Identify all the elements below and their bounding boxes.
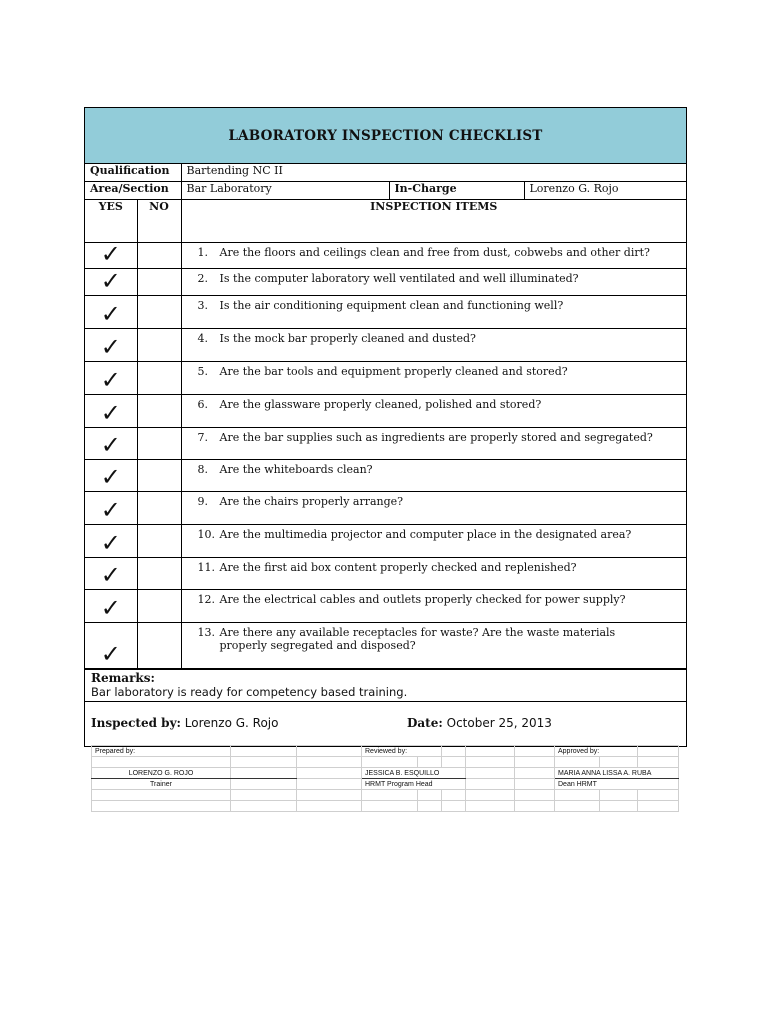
item-row — [85, 243, 686, 269]
item-text: Are the glassware properly cleaned, polished and stored? — [219, 398, 542, 411]
item-number: 3. — [197, 299, 208, 312]
checklist-title: LABORATORY INSPECTION CHECKLIST — [85, 108, 686, 164]
item-text: Are the chairs properly arrange? — [219, 495, 404, 508]
checkmark-icon: ✓ — [100, 240, 121, 268]
item-text: Is the air conditioning equipment clean and functioning well? — [219, 299, 564, 312]
area-label: Area/Section — [85, 182, 181, 200]
item-number: 11. — [197, 561, 215, 574]
no-cell[interactable] — [137, 525, 181, 558]
items-header: INSPECTION ITEMS — [181, 200, 686, 243]
item-text: Are the electrical cables and outlets properly checked for power supply? — [219, 593, 626, 606]
no-cell[interactable] — [137, 329, 181, 362]
area-value: Bar Laboratory — [181, 182, 389, 200]
date-label: Date: — [407, 716, 443, 730]
checkmark-icon: ✓ — [100, 463, 121, 491]
inspection-item — [181, 269, 686, 296]
inspection-item — [181, 460, 686, 492]
reviewed-by-label: Reviewed by: — [362, 746, 442, 757]
inspection-item — [181, 590, 686, 623]
item-row — [85, 492, 686, 525]
approved-name: MARIA ANNA LISSA A. RUBA — [555, 768, 679, 779]
checkmark-icon: ✓ — [100, 431, 121, 459]
item-row — [85, 296, 686, 329]
yes-cell[interactable] — [85, 329, 137, 362]
inspection-item — [181, 525, 686, 558]
item-text: Is the mock bar properly cleaned and dusted? — [219, 332, 476, 345]
prepared-name: LORENZO G. ROJO — [92, 768, 231, 779]
approved-by-label: Approved by: — [555, 746, 638, 757]
prepared-by-label: Prepared by: — [92, 746, 231, 757]
item-row — [85, 525, 686, 558]
yes-cell[interactable] — [85, 590, 137, 623]
item-text: Are the multimedia projector and computer place in the designated area? — [219, 528, 632, 541]
yes-cell[interactable] — [85, 460, 137, 492]
checkmark-icon: ✓ — [100, 300, 121, 328]
remarks-section — [85, 669, 686, 701]
item-number: 12. — [197, 593, 215, 606]
no-cell[interactable] — [137, 395, 181, 428]
qualification-label: Qualification — [85, 164, 181, 182]
item-text: Are the first aid box content properly checked and replenished? — [219, 561, 577, 574]
no-cell[interactable] — [137, 296, 181, 329]
inspection-item — [181, 329, 686, 362]
item-row — [85, 428, 686, 460]
checkmark-icon: ✓ — [100, 267, 121, 295]
date-value: October 25, 2013 — [446, 716, 552, 730]
yes-header: YES — [85, 200, 137, 243]
no-cell[interactable] — [137, 590, 181, 623]
yes-cell[interactable] — [85, 525, 137, 558]
inspection-date — [407, 716, 552, 730]
yes-cell[interactable] — [85, 296, 137, 329]
yes-cell[interactable] — [85, 240, 137, 269]
item-number: 4. — [197, 332, 208, 345]
item-row — [85, 395, 686, 428]
prepared-title: Trainer — [92, 779, 231, 790]
signature-block — [91, 745, 679, 812]
inspected-by-label: Inspected by: — [91, 716, 181, 730]
no-cell[interactable] — [137, 243, 181, 269]
checklist-sheet — [84, 107, 687, 747]
reviewed-name: JESSICA B. ESQUILLO — [362, 768, 466, 779]
item-text: Are the bar supplies such as ingredients are properly stored and segregated? — [219, 431, 653, 444]
yes-cell[interactable] — [85, 492, 137, 525]
inspection-items-table — [85, 200, 686, 669]
checkmark-icon: ✓ — [100, 496, 121, 524]
inspection-item — [181, 428, 686, 460]
inspected-by — [91, 716, 278, 730]
checkmark-icon: ✓ — [100, 333, 121, 361]
no-cell[interactable] — [137, 558, 181, 590]
yes-cell[interactable] — [85, 428, 137, 460]
item-number: 9. — [197, 495, 208, 508]
no-cell[interactable] — [137, 492, 181, 525]
item-row — [85, 623, 686, 669]
no-cell[interactable] — [137, 623, 181, 669]
yes-cell[interactable] — [85, 558, 137, 590]
checkmark-icon: ✓ — [100, 561, 121, 589]
item-number: 5. — [197, 365, 208, 378]
items-header-row — [85, 200, 686, 243]
item-text: Are the whiteboards clean? — [219, 463, 373, 476]
item-row — [85, 590, 686, 623]
inspection-item — [181, 395, 686, 428]
item-row — [85, 460, 686, 492]
item-text: Are the floors and ceilings clean and free from dust, cobwebs and other dirt? — [219, 246, 650, 259]
reviewed-title: HRMT Program Head — [362, 779, 466, 790]
item-number: 8. — [197, 463, 208, 476]
item-number: 1. — [197, 246, 208, 259]
inspection-item — [181, 623, 686, 669]
no-cell[interactable] — [137, 362, 181, 395]
checkmark-icon: ✓ — [100, 640, 121, 668]
remarks-label: Remarks: — [91, 671, 155, 685]
remarks-text: Bar laboratory is ready for competency based training. — [91, 685, 408, 699]
item-row — [85, 362, 686, 395]
item-row — [85, 269, 686, 296]
no-cell[interactable] — [137, 428, 181, 460]
yes-cell[interactable] — [85, 362, 137, 395]
no-header: NO — [137, 200, 181, 243]
inspection-item — [181, 362, 686, 395]
checkmark-icon: ✓ — [100, 594, 121, 622]
item-text: Are the bar tools and equipment properly cleaned and stored? — [219, 365, 568, 378]
item-number: 10. — [197, 528, 215, 541]
item-number: 13. — [197, 626, 215, 639]
qualification-value: Bartending NC II — [181, 164, 686, 182]
approved-title: Dean HRMT — [555, 779, 679, 790]
checkmark-icon: ✓ — [100, 529, 121, 557]
item-text: Is the computer laboratory well ventilated and well illuminated? — [219, 272, 579, 285]
inspection-item — [181, 296, 686, 329]
yes-cell[interactable] — [85, 623, 137, 669]
checkmark-icon: ✓ — [100, 366, 121, 394]
inspection-footer — [85, 701, 686, 746]
incharge-value: Lorenzo G. Rojo — [524, 182, 686, 200]
inspected-by-value: Lorenzo G. Rojo — [184, 716, 279, 730]
item-number: 2. — [197, 272, 208, 285]
info-table — [85, 164, 686, 200]
yes-cell[interactable] — [85, 395, 137, 428]
item-row — [85, 329, 686, 362]
item-row — [85, 558, 686, 590]
no-cell[interactable] — [137, 269, 181, 296]
item-number: 7. — [197, 431, 208, 444]
item-text: Are there any available receptacles for waste? Are the waste materials properly segregated and disposed? — [219, 626, 616, 652]
incharge-label: In-Charge — [389, 182, 524, 200]
no-cell[interactable] — [137, 460, 181, 492]
inspection-item — [181, 492, 686, 525]
item-number: 6. — [197, 398, 208, 411]
inspection-item — [181, 558, 686, 590]
checkmark-icon: ✓ — [100, 399, 121, 427]
inspection-item — [181, 243, 686, 269]
yes-cell[interactable] — [85, 269, 137, 296]
